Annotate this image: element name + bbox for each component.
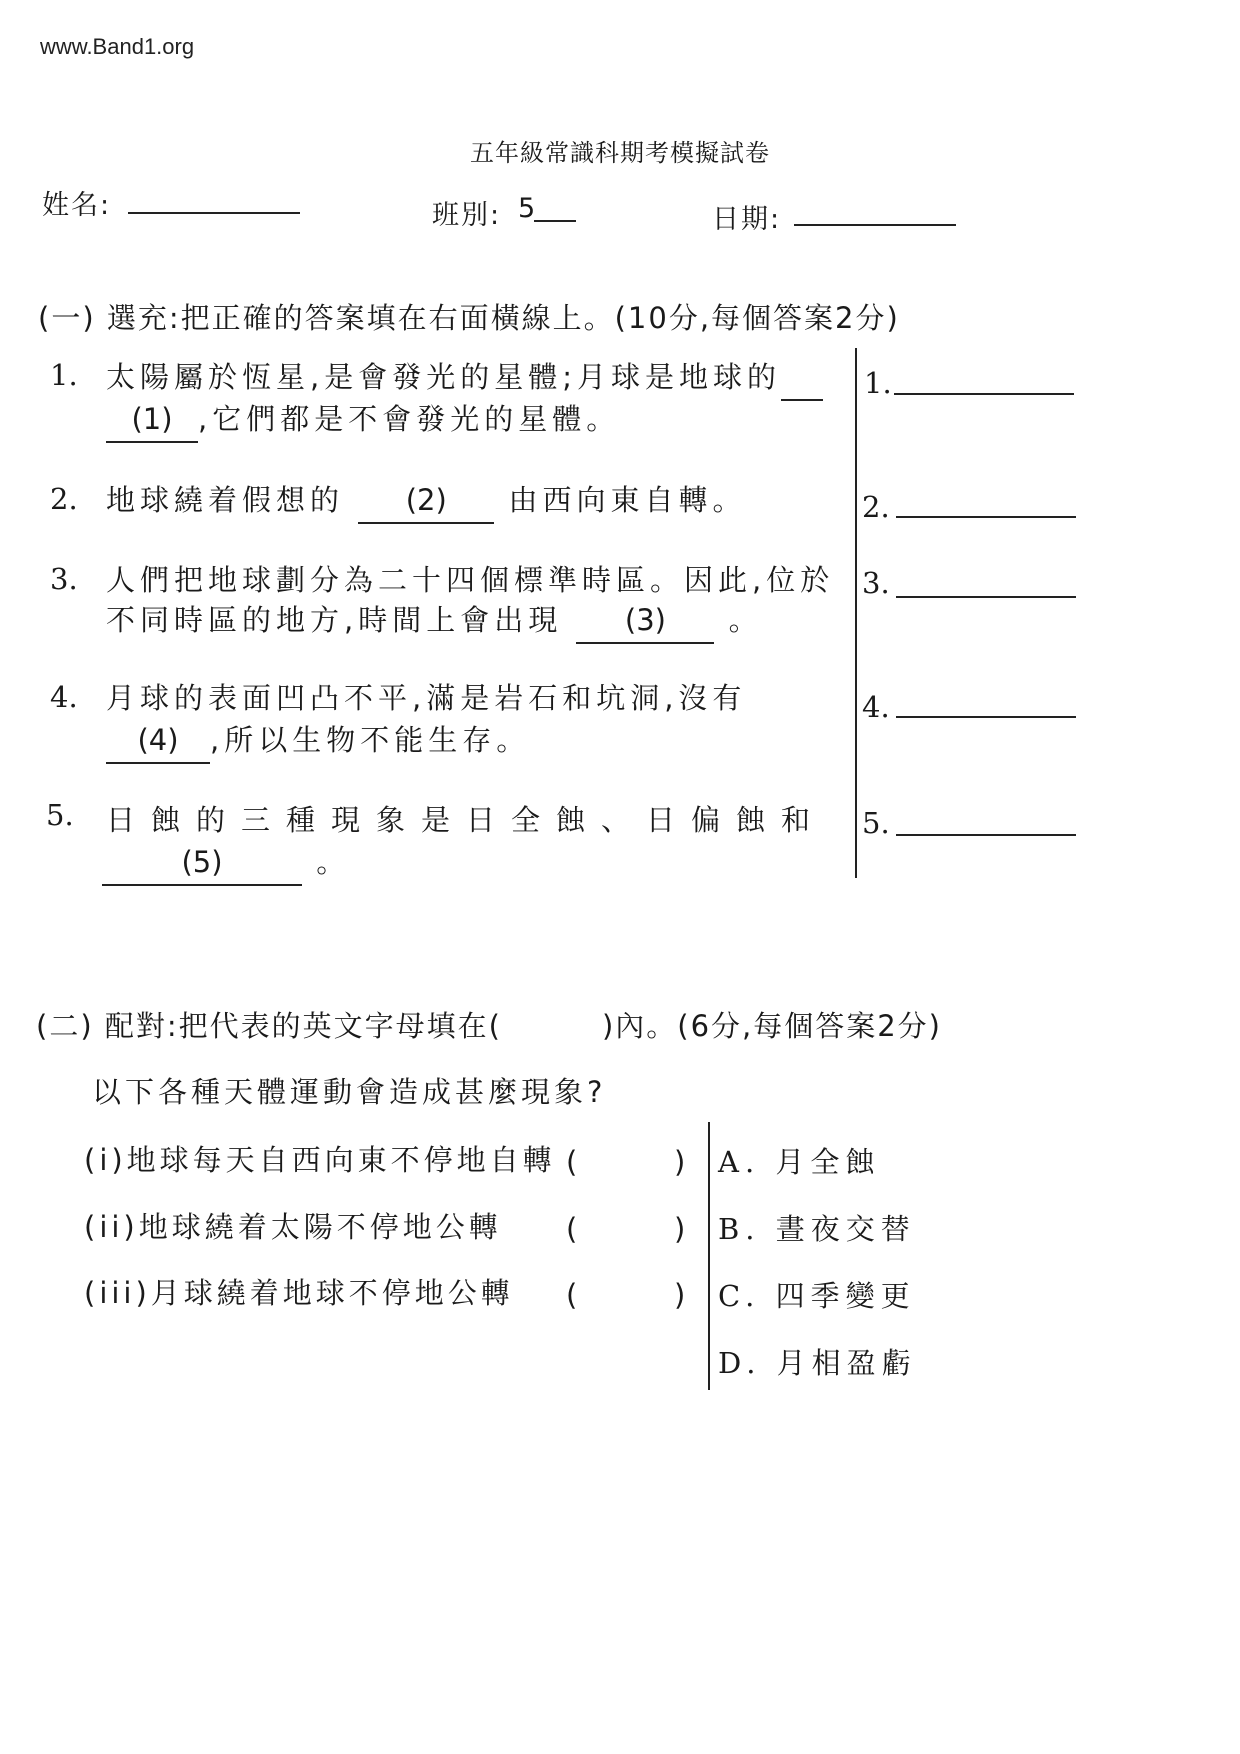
- answer-label-4: 4.: [862, 690, 890, 724]
- q3-blank[interactable]: (3): [576, 598, 714, 644]
- option-a-letter: A.: [718, 1145, 761, 1179]
- match-answer-box-i[interactable]: [586, 1145, 672, 1179]
- q3-number: 3.: [50, 562, 78, 596]
- q1-line1: [106, 355, 823, 401]
- class-field-line[interactable]: [534, 220, 576, 222]
- answer-label-2: 2.: [862, 490, 890, 524]
- class-value: 5: [518, 193, 538, 224]
- option-d-text: 月相盈虧: [776, 1346, 917, 1380]
- answer-line-5[interactable]: [896, 834, 1076, 836]
- name-label: 姓名:: [42, 190, 112, 221]
- answer-label-1: 1.: [864, 366, 892, 400]
- option-a-text: 月全蝕: [775, 1145, 881, 1179]
- answer-line-3[interactable]: [896, 596, 1076, 598]
- section2-heading: [36, 1004, 942, 1045]
- q5-number: 5.: [46, 798, 74, 832]
- q5-line2: [102, 840, 350, 886]
- answer-label-5: 5.: [862, 806, 890, 840]
- q2-after: 由西向東自轉。: [508, 483, 747, 517]
- q4-line2: [106, 718, 530, 764]
- q5-after: 。: [316, 845, 351, 879]
- q1-text: 太陽屬於恆星,是會發光的星體;月球是地球的: [106, 360, 781, 394]
- q1-after: ,它們都是不會發光的星體。: [198, 402, 621, 436]
- option-b: [718, 1207, 916, 1248]
- q4-blank[interactable]: (4): [106, 718, 210, 764]
- match-paren-close-ii: ): [674, 1212, 686, 1246]
- match-answer-box-ii[interactable]: [586, 1212, 672, 1246]
- option-a: [718, 1140, 880, 1181]
- q1-number: 1.: [50, 358, 78, 392]
- answer-line-4[interactable]: [896, 716, 1076, 718]
- option-c-letter: C.: [718, 1279, 761, 1313]
- q4-after: ,所以生物不能生存。: [210, 723, 531, 757]
- q1-blank-tail[interactable]: [781, 355, 823, 401]
- q2-number: 2.: [50, 482, 78, 516]
- option-c: [718, 1274, 916, 1315]
- match-item-ii: (ii)地球繞着太陽不停地公轉: [84, 1210, 502, 1244]
- option-b-letter: B.: [718, 1212, 761, 1246]
- match-paren-open-iii: (: [566, 1278, 578, 1312]
- q5-blank[interactable]: (5): [102, 840, 302, 886]
- q3-line1: 人們把地球劃分為二十四個標準時區。因此,位於: [106, 563, 835, 597]
- q3-before: 不同時區的地方,時間上會出現: [106, 603, 563, 637]
- answer-line-2[interactable]: [896, 516, 1076, 518]
- answer-label-3: 3.: [862, 566, 890, 600]
- q2-line: [106, 478, 746, 524]
- q2-blank[interactable]: (2): [358, 478, 494, 524]
- section2-heading-after: )內。(6分,每個答案2分): [601, 1009, 942, 1043]
- match-paren-open-ii: (: [566, 1212, 578, 1246]
- date-field-line[interactable]: [794, 224, 956, 226]
- match-answer-box-iii[interactable]: [586, 1278, 672, 1312]
- section1-heading: (一) 選充:把正確的答案填在右面橫線上。(10分,每個答案2分): [38, 301, 900, 335]
- options-divider: [708, 1122, 710, 1390]
- answer-line-1[interactable]: [894, 393, 1074, 395]
- q4-line1: 月球的表面凹凸不平,滿是岩石和坑洞,沒有: [106, 681, 747, 715]
- q1-blank[interactable]: (1): [106, 397, 198, 443]
- match-item-iii: (iii)月球繞着地球不停地公轉: [84, 1276, 514, 1310]
- name-field-line[interactable]: [128, 212, 300, 214]
- match-paren-close-i: ): [674, 1145, 686, 1179]
- match-paren-close-iii: ): [674, 1278, 686, 1312]
- match-paren-open-i: (: [566, 1145, 578, 1179]
- site-watermark[interactable]: www.Band1.org: [40, 34, 195, 59]
- q1-line2: [106, 397, 620, 443]
- class-label: 班別:: [432, 200, 502, 231]
- answer-column-divider: [855, 348, 857, 878]
- section2-prompt: 以下各種天體運動會造成甚麼現象?: [92, 1075, 607, 1109]
- match-item-i: (i)地球每天自西向東不停地自轉: [84, 1143, 556, 1177]
- q3-after: 。: [728, 603, 763, 637]
- exam-title: 五年級常識科期考模擬試卷: [470, 139, 770, 167]
- date-label: 日期:: [712, 204, 782, 235]
- option-b-text: 晝夜交替: [775, 1212, 916, 1246]
- option-d: [718, 1341, 917, 1382]
- q5-line1: 日蝕的三種現象是日全蝕、日偏蝕和: [106, 803, 827, 837]
- q3-line2: [106, 598, 763, 644]
- option-d-letter: D.: [718, 1346, 762, 1380]
- q4-number: 4.: [50, 680, 78, 714]
- option-c-text: 四季變更: [775, 1279, 916, 1313]
- q2-before: 地球繞着假想的: [106, 483, 345, 517]
- section2-heading-before: (二) 配對:把代表的英文字母填在(: [36, 1009, 502, 1043]
